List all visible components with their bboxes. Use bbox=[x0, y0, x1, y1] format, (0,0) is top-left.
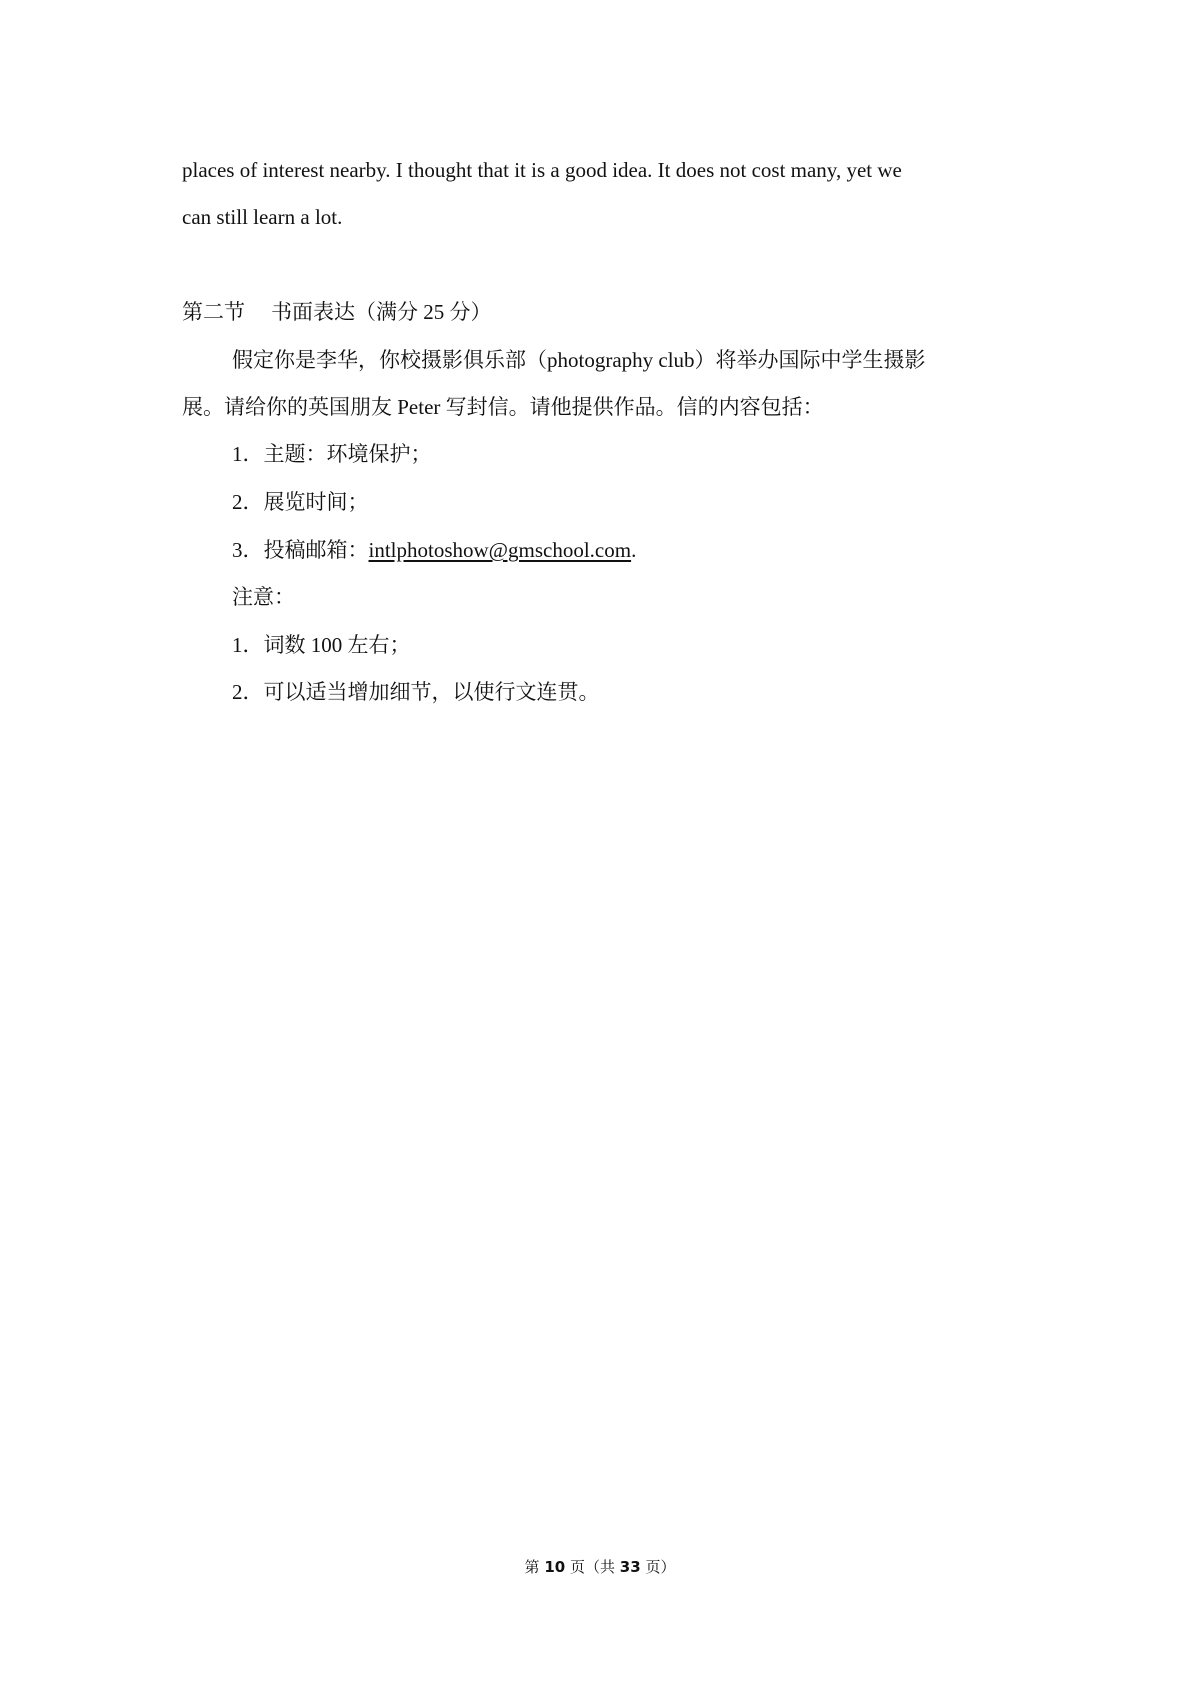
page-footer bbox=[0, 1557, 1200, 1577]
content-point bbox=[232, 538, 1072, 562]
email-link[interactable]: intlphotoshow@gmschool.com bbox=[368, 538, 632, 562]
section-heading bbox=[182, 300, 1022, 324]
footer-suffix: 页） bbox=[645, 1558, 676, 1576]
passage-line: can still learn a lot. bbox=[182, 205, 343, 229]
content-point: 1．主题：环境保护； bbox=[232, 442, 432, 466]
prompt-line: 展。请给你的英国朋友 Peter 写封信。请他提供作品。信的内容包括： bbox=[182, 395, 824, 419]
notes-heading: 注意： bbox=[232, 585, 295, 609]
section-label: 第二节 bbox=[182, 300, 245, 324]
footer-prefix: 第 bbox=[524, 1558, 540, 1576]
content-point-label: 3．投稿邮箱： bbox=[232, 538, 369, 562]
page-number: 10 bbox=[544, 1558, 566, 1576]
passage-line: places of interest nearby. I thought that it is a good idea. It does not cost many, yet we bbox=[182, 158, 902, 182]
prompt-line: 假定你是李华，你校摄影俱乐部（photography club）将举办国际中学生摄影 bbox=[232, 348, 926, 372]
content-point: 2．展览时间； bbox=[232, 490, 369, 514]
section-title: 书面表达（满分 25 分） bbox=[271, 300, 492, 324]
note-item: 2．可以适当增加细节，以使行文连贯。 bbox=[232, 680, 600, 704]
email-period: . bbox=[631, 538, 637, 562]
total-pages: 33 bbox=[619, 1558, 641, 1576]
footer-middle: 页（共 bbox=[569, 1558, 615, 1576]
note-item: 1．词数 100 左右； bbox=[232, 633, 411, 657]
